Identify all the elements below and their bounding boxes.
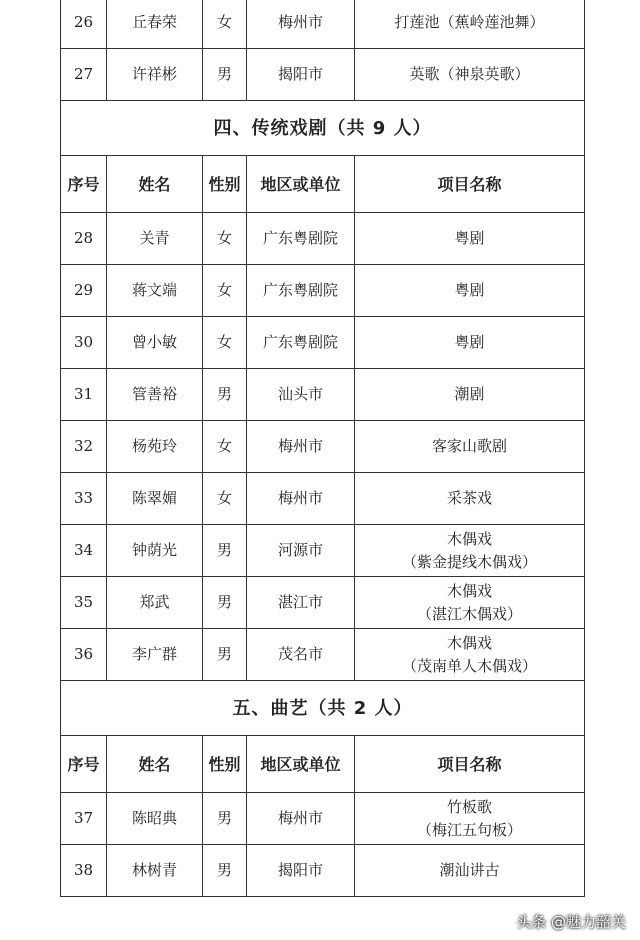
cell-region: 湛江市 — [247, 577, 355, 629]
cell-project: 木偶戏 （茂南单人木偶戏） — [355, 629, 585, 681]
cell-no: 31 — [61, 369, 107, 421]
cell-no: 27 — [61, 49, 107, 101]
cell-name: 陈昭典 — [107, 793, 203, 845]
cell-region: 梅州市 — [247, 793, 355, 845]
cell-region: 广东粤剧院 — [247, 265, 355, 317]
cell-project: 粤剧 — [355, 317, 585, 369]
column-header: 地区或单位 — [247, 736, 355, 793]
table-row — [61, 0, 585, 49]
section-heading-row — [61, 101, 585, 156]
cell-gender: 女 — [203, 265, 247, 317]
table-row — [61, 577, 585, 629]
cell-name: 李广群 — [107, 629, 203, 681]
cell-project: 粤剧 — [355, 213, 585, 265]
cell-name: 杨苑玲 — [107, 421, 203, 473]
table-row — [61, 473, 585, 525]
table-row — [61, 845, 585, 897]
heritage-inheritors-table — [60, 0, 585, 897]
column-header: 序号 — [61, 156, 107, 213]
cell-gender: 女 — [203, 317, 247, 369]
cell-gender: 男 — [203, 629, 247, 681]
cell-region: 河源市 — [247, 525, 355, 577]
cell-gender: 男 — [203, 845, 247, 897]
column-header: 姓名 — [107, 156, 203, 213]
table-row — [61, 49, 585, 101]
cell-no: 38 — [61, 845, 107, 897]
column-header: 性别 — [203, 156, 247, 213]
section-title: 四、传统戏剧（共 9 人） — [61, 101, 585, 156]
cell-name: 曾小敏 — [107, 317, 203, 369]
table-row — [61, 265, 585, 317]
cell-project: 潮剧 — [355, 369, 585, 421]
cell-no: 34 — [61, 525, 107, 577]
cell-gender: 女 — [203, 0, 247, 49]
cell-no: 26 — [61, 0, 107, 49]
cell-name: 蒋文端 — [107, 265, 203, 317]
cell-region: 广东粤剧院 — [247, 317, 355, 369]
watermark-label: 头条 @魅力韶关 — [516, 913, 626, 931]
cell-region: 揭阳市 — [247, 49, 355, 101]
column-header: 地区或单位 — [247, 156, 355, 213]
cell-region: 茂名市 — [247, 629, 355, 681]
cell-gender: 男 — [203, 793, 247, 845]
cell-region: 梅州市 — [247, 0, 355, 49]
table-row — [61, 369, 585, 421]
cell-project: 打莲池（蕉岭莲池舞） — [355, 0, 585, 49]
cell-project: 采茶戏 — [355, 473, 585, 525]
cell-project: 潮汕讲古 — [355, 845, 585, 897]
column-header: 性别 — [203, 736, 247, 793]
cell-gender: 男 — [203, 49, 247, 101]
table-row — [61, 525, 585, 577]
table-row — [61, 213, 585, 265]
cell-region: 汕头市 — [247, 369, 355, 421]
section-heading-row — [61, 681, 585, 736]
cell-project: 英歌（神泉英歌） — [355, 49, 585, 101]
cell-region: 梅州市 — [247, 473, 355, 525]
table-row — [61, 793, 585, 845]
cell-project: 木偶戏 （紫金提线木偶戏） — [355, 525, 585, 577]
section-title: 五、曲艺（共 2 人） — [61, 681, 585, 736]
column-header: 项目名称 — [355, 156, 585, 213]
cell-name: 丘春荣 — [107, 0, 203, 49]
cell-region: 广东粤剧院 — [247, 213, 355, 265]
cell-gender: 男 — [203, 577, 247, 629]
cell-no: 36 — [61, 629, 107, 681]
cell-name: 林树青 — [107, 845, 203, 897]
cell-no: 28 — [61, 213, 107, 265]
cell-no: 37 — [61, 793, 107, 845]
cell-gender: 女 — [203, 421, 247, 473]
table-row — [61, 421, 585, 473]
column-header: 项目名称 — [355, 736, 585, 793]
cell-project: 木偶戏 （湛江木偶戏） — [355, 577, 585, 629]
cell-no: 35 — [61, 577, 107, 629]
cell-name: 陈翠媚 — [107, 473, 203, 525]
cell-project: 竹板歌 （梅江五句板） — [355, 793, 585, 845]
cell-region: 揭阳市 — [247, 845, 355, 897]
column-header: 序号 — [61, 736, 107, 793]
cell-name: 管善裕 — [107, 369, 203, 421]
table-row — [61, 629, 585, 681]
cell-name: 郑武 — [107, 577, 203, 629]
cell-project: 粤剧 — [355, 265, 585, 317]
cell-name: 许祥彬 — [107, 49, 203, 101]
cell-gender: 女 — [203, 213, 247, 265]
table-header-row — [61, 156, 585, 213]
table-header-row — [61, 736, 585, 793]
cell-project: 客家山歌剧 — [355, 421, 585, 473]
cell-no: 33 — [61, 473, 107, 525]
cell-gender: 女 — [203, 473, 247, 525]
cell-name: 关青 — [107, 213, 203, 265]
cell-no: 32 — [61, 421, 107, 473]
column-header: 姓名 — [107, 736, 203, 793]
cell-gender: 男 — [203, 525, 247, 577]
cell-name: 钟荫光 — [107, 525, 203, 577]
cell-gender: 男 — [203, 369, 247, 421]
cell-no: 29 — [61, 265, 107, 317]
table-row — [61, 317, 585, 369]
cell-no: 30 — [61, 317, 107, 369]
cell-region: 梅州市 — [247, 421, 355, 473]
